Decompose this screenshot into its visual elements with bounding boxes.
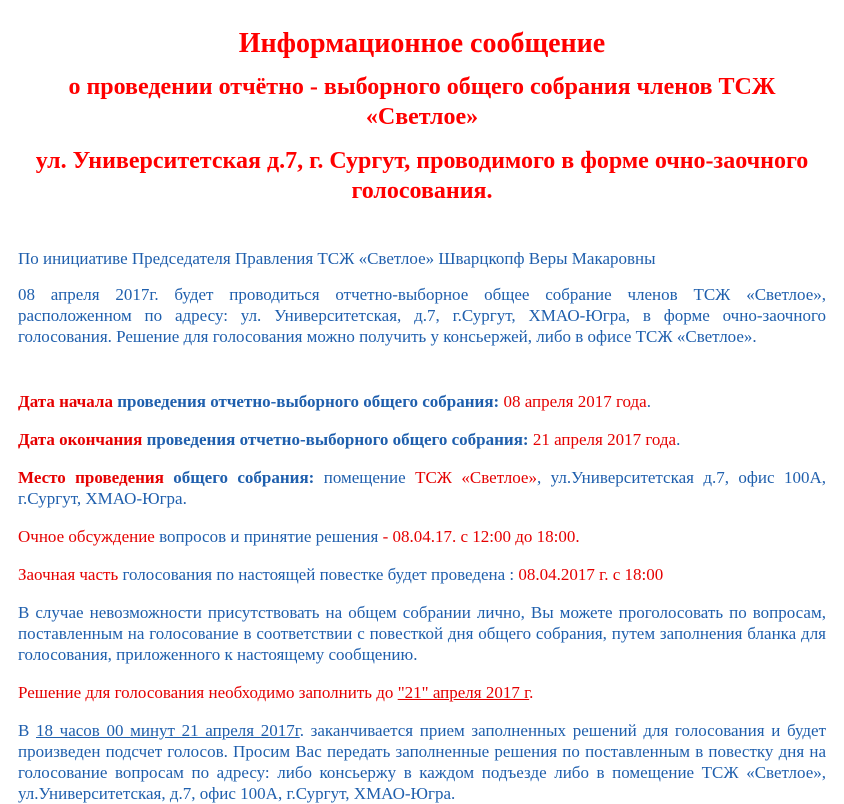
start-label-red: Дата начала [18, 392, 113, 411]
in-person-description: вопросов и принятие решения [154, 527, 379, 546]
final-rest: . заканчивается прием заполненных решений для голосования и будет произведен подсчет голосов. Просим Вас передать заполненные решения по поставленным в повестку дня на голосование вопросам по адресу: либо консьержу в каждом подъезде либо в помещение ТСЖ «Светлое», ул.Университетская, д.7, офис 100А, г.Сургут, ХМАО-Югра. [18, 721, 827, 803]
absentee-time: 08.04.2017 г. с 18:00 [514, 565, 664, 584]
end-label-blue: проведения отчетно-выборного общего собрания: [142, 430, 529, 449]
notice-subtitle [18, 72, 826, 132]
in-person-line [18, 526, 826, 547]
announcement-paragraph: 08 апреля 2017г. будет проводиться отчетно-выборное общее собрание членов ТСЖ «Светлое», расположенном по адресу: ул. Университетская, д.7, г.Сургут, ХМАО-Югра, в форме очно-заочного голосования. Решение для голосования можно получить у консьержей, либо в офисе ТСЖ «Светлое». [18, 285, 826, 346]
venue-prefix: помещение [314, 468, 416, 487]
end-date-line [18, 429, 826, 450]
notice-address-heading [18, 146, 826, 206]
end-date-value: 21 апреля 2017 года [528, 430, 677, 449]
initiative-paragraph: По инициативе Председателя Правления ТСЖ «Светлое» Шварцкопф Веры Макаровны [18, 249, 656, 268]
final-deadline-time: 18 часов 00 минут 21 апреля 2017г [36, 721, 300, 740]
absentee-line [18, 564, 826, 585]
absence-paragraph: В случае невозможности присутствовать на общем собрании лично, Вы можете проголосовать по вопросам, поставленным на голосование в соответствии с повесткой дня общего собрания, путем заполнения бланка для голосования, приложенного к настоящему сообщению. [18, 603, 826, 664]
venue-label-blue: общего собрания: [163, 468, 315, 487]
start-date-value: 08 апреля 2017 года [499, 392, 647, 411]
end-label-red: Дата окончания [18, 430, 143, 449]
venue-name: ТСЖ «Светлое» [415, 468, 537, 487]
start-date-line [18, 391, 826, 412]
absentee-description: голосования по настоящей повестке будет проведена : [118, 565, 515, 584]
notice-title: Информационное сообщение [238, 28, 606, 59]
venue-label-red: Место проведения [18, 468, 164, 487]
venue-address: , ул.Университетская д.7, офис 100А, г.Сургут, ХМАО-Югра. [18, 468, 826, 508]
deadline-date: "21" апреля 2017 г [397, 683, 530, 702]
absentee-label: Заочная часть [18, 565, 119, 584]
venue-paragraph [18, 467, 826, 509]
end-date-dot: . [676, 430, 681, 449]
final-paragraph [18, 720, 826, 804]
address-line-2: голосования. [351, 178, 493, 204]
deadline-line [18, 682, 826, 703]
final-prefix: В [18, 721, 36, 740]
start-label-blue: проведения отчетно-выборного общего собрания: [112, 392, 500, 411]
in-person-label: Очное обсуждение [18, 527, 155, 546]
subtitle-line-2: «Светлое» [365, 104, 479, 130]
subtitle-line-1: о проведении отчётно - выборного общего собрания членов ТСЖ [68, 74, 776, 100]
start-date-dot: . [646, 392, 651, 411]
deadline-dot: . [529, 683, 534, 702]
deadline-prefix: Решение для голосования необходимо заполнить до [18, 683, 398, 702]
address-line-1: ул. Университетская д.7, г. Сургут, проводимого в форме очно-заочного [35, 148, 809, 174]
in-person-time: - 08.04.17. с 12:00 до 18:00. [378, 527, 580, 546]
